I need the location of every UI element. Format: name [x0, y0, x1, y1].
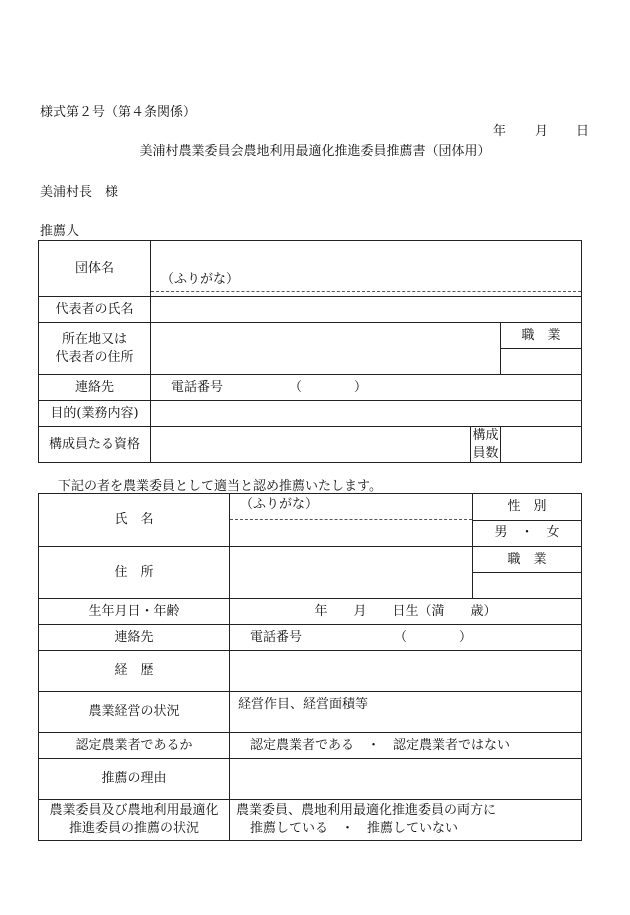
sex-label: 性 別 [473, 494, 582, 521]
org-phone-label: 電話番号 [171, 379, 224, 395]
candidate-name-label: 氏 名 [39, 494, 230, 547]
status-value-line-1: 農業委員、農地利用最適化推進委員の両方に [236, 803, 497, 819]
reason-field[interactable] [230, 759, 582, 800]
rep-name-label: 代表者の氏名 [39, 297, 151, 323]
purpose-label: 目的(業務内容) [39, 401, 151, 427]
organization-table [38, 240, 582, 463]
address-label [39, 323, 151, 375]
farm-status-label: 農業経営の状況 [39, 692, 230, 733]
org-occupation-label: 職 業 [501, 323, 582, 349]
member-count-field[interactable] [501, 427, 582, 463]
certified-farmer-options[interactable]: 認定農業者である ・ 認定農業者ではない [230, 733, 582, 759]
date-month: 月 [535, 124, 549, 139]
history-label: 経 歴 [39, 651, 230, 692]
furigana-divider [230, 519, 472, 520]
org-furigana-label: （ふりがな） [161, 271, 240, 287]
candidate-contact-field[interactable] [230, 625, 582, 651]
candidate-table [38, 493, 582, 841]
recommendation-statement: 下記の者を農業委員として適当と認め推薦いたします。 [58, 479, 382, 494]
address-label-line-1: 所在地又は [61, 331, 127, 347]
date-day: 日 [576, 124, 590, 139]
status-label-line-2: 推進委員の推薦の状況 [68, 821, 199, 836]
org-occupation-field[interactable] [501, 349, 582, 375]
member-qualification-label: 構成員たる資格 [39, 427, 151, 463]
candidate-phone-label: 電話番号 [250, 629, 303, 645]
furigana-divider [151, 291, 581, 292]
candidate-phone-paren: （ ） [394, 629, 473, 645]
sex-options[interactable]: 男 ・ 女 [473, 520, 582, 547]
certified-farmer-label: 認定農業者であるか [39, 733, 230, 759]
member-qualification-field[interactable] [151, 427, 471, 463]
farm-status-field[interactable]: 経営作目、経営面積等 [230, 692, 582, 733]
candidate-furigana-label: （ふりがな） [240, 497, 319, 512]
candidate-occupation-label: 職 業 [473, 547, 582, 573]
page-title: 美浦村農業委員会農地利用最適化推進委員推薦書（団体用） [139, 144, 491, 159]
history-field[interactable] [230, 651, 582, 692]
status-value-line-2[interactable]: 推薦している ・ 推薦していない [250, 821, 459, 836]
rep-name-field[interactable] [151, 297, 582, 323]
address-field[interactable] [151, 323, 501, 375]
candidate-contact-label: 連絡先 [39, 625, 230, 651]
org-contact-field[interactable] [151, 375, 582, 401]
date-year: 年 [493, 124, 507, 139]
org-name-field[interactable] [151, 241, 582, 297]
recommendation-status-field[interactable] [230, 800, 582, 841]
candidate-address-field[interactable] [230, 547, 473, 599]
addressee: 美浦村長 様 [40, 185, 119, 200]
birth-field[interactable]: 年 月 日生（満 歳） [230, 599, 582, 625]
org-name-label: 団体名 [39, 241, 151, 297]
org-contact-label: 連絡先 [39, 375, 151, 401]
recommendation-status-label [39, 800, 230, 841]
reason-label: 推薦の理由 [39, 759, 230, 800]
candidate-occupation-field[interactable] [473, 573, 582, 599]
candidate-address-label: 住 所 [39, 547, 230, 599]
form-number: 様式第２号（第４条関係） [40, 105, 197, 120]
candidate-name-field[interactable] [230, 494, 473, 547]
address-label-line-2: 代表者の住所 [55, 349, 134, 365]
purpose-field[interactable] [151, 401, 582, 427]
recommender-heading: 推薦人 [40, 224, 80, 239]
org-phone-paren: （ ） [289, 379, 368, 395]
status-label-line-1: 農業委員及び農地利用最適化 [49, 803, 219, 819]
birth-label: 生年月日・年齢 [39, 599, 230, 625]
member-count-label: 構成員数 [471, 427, 501, 463]
